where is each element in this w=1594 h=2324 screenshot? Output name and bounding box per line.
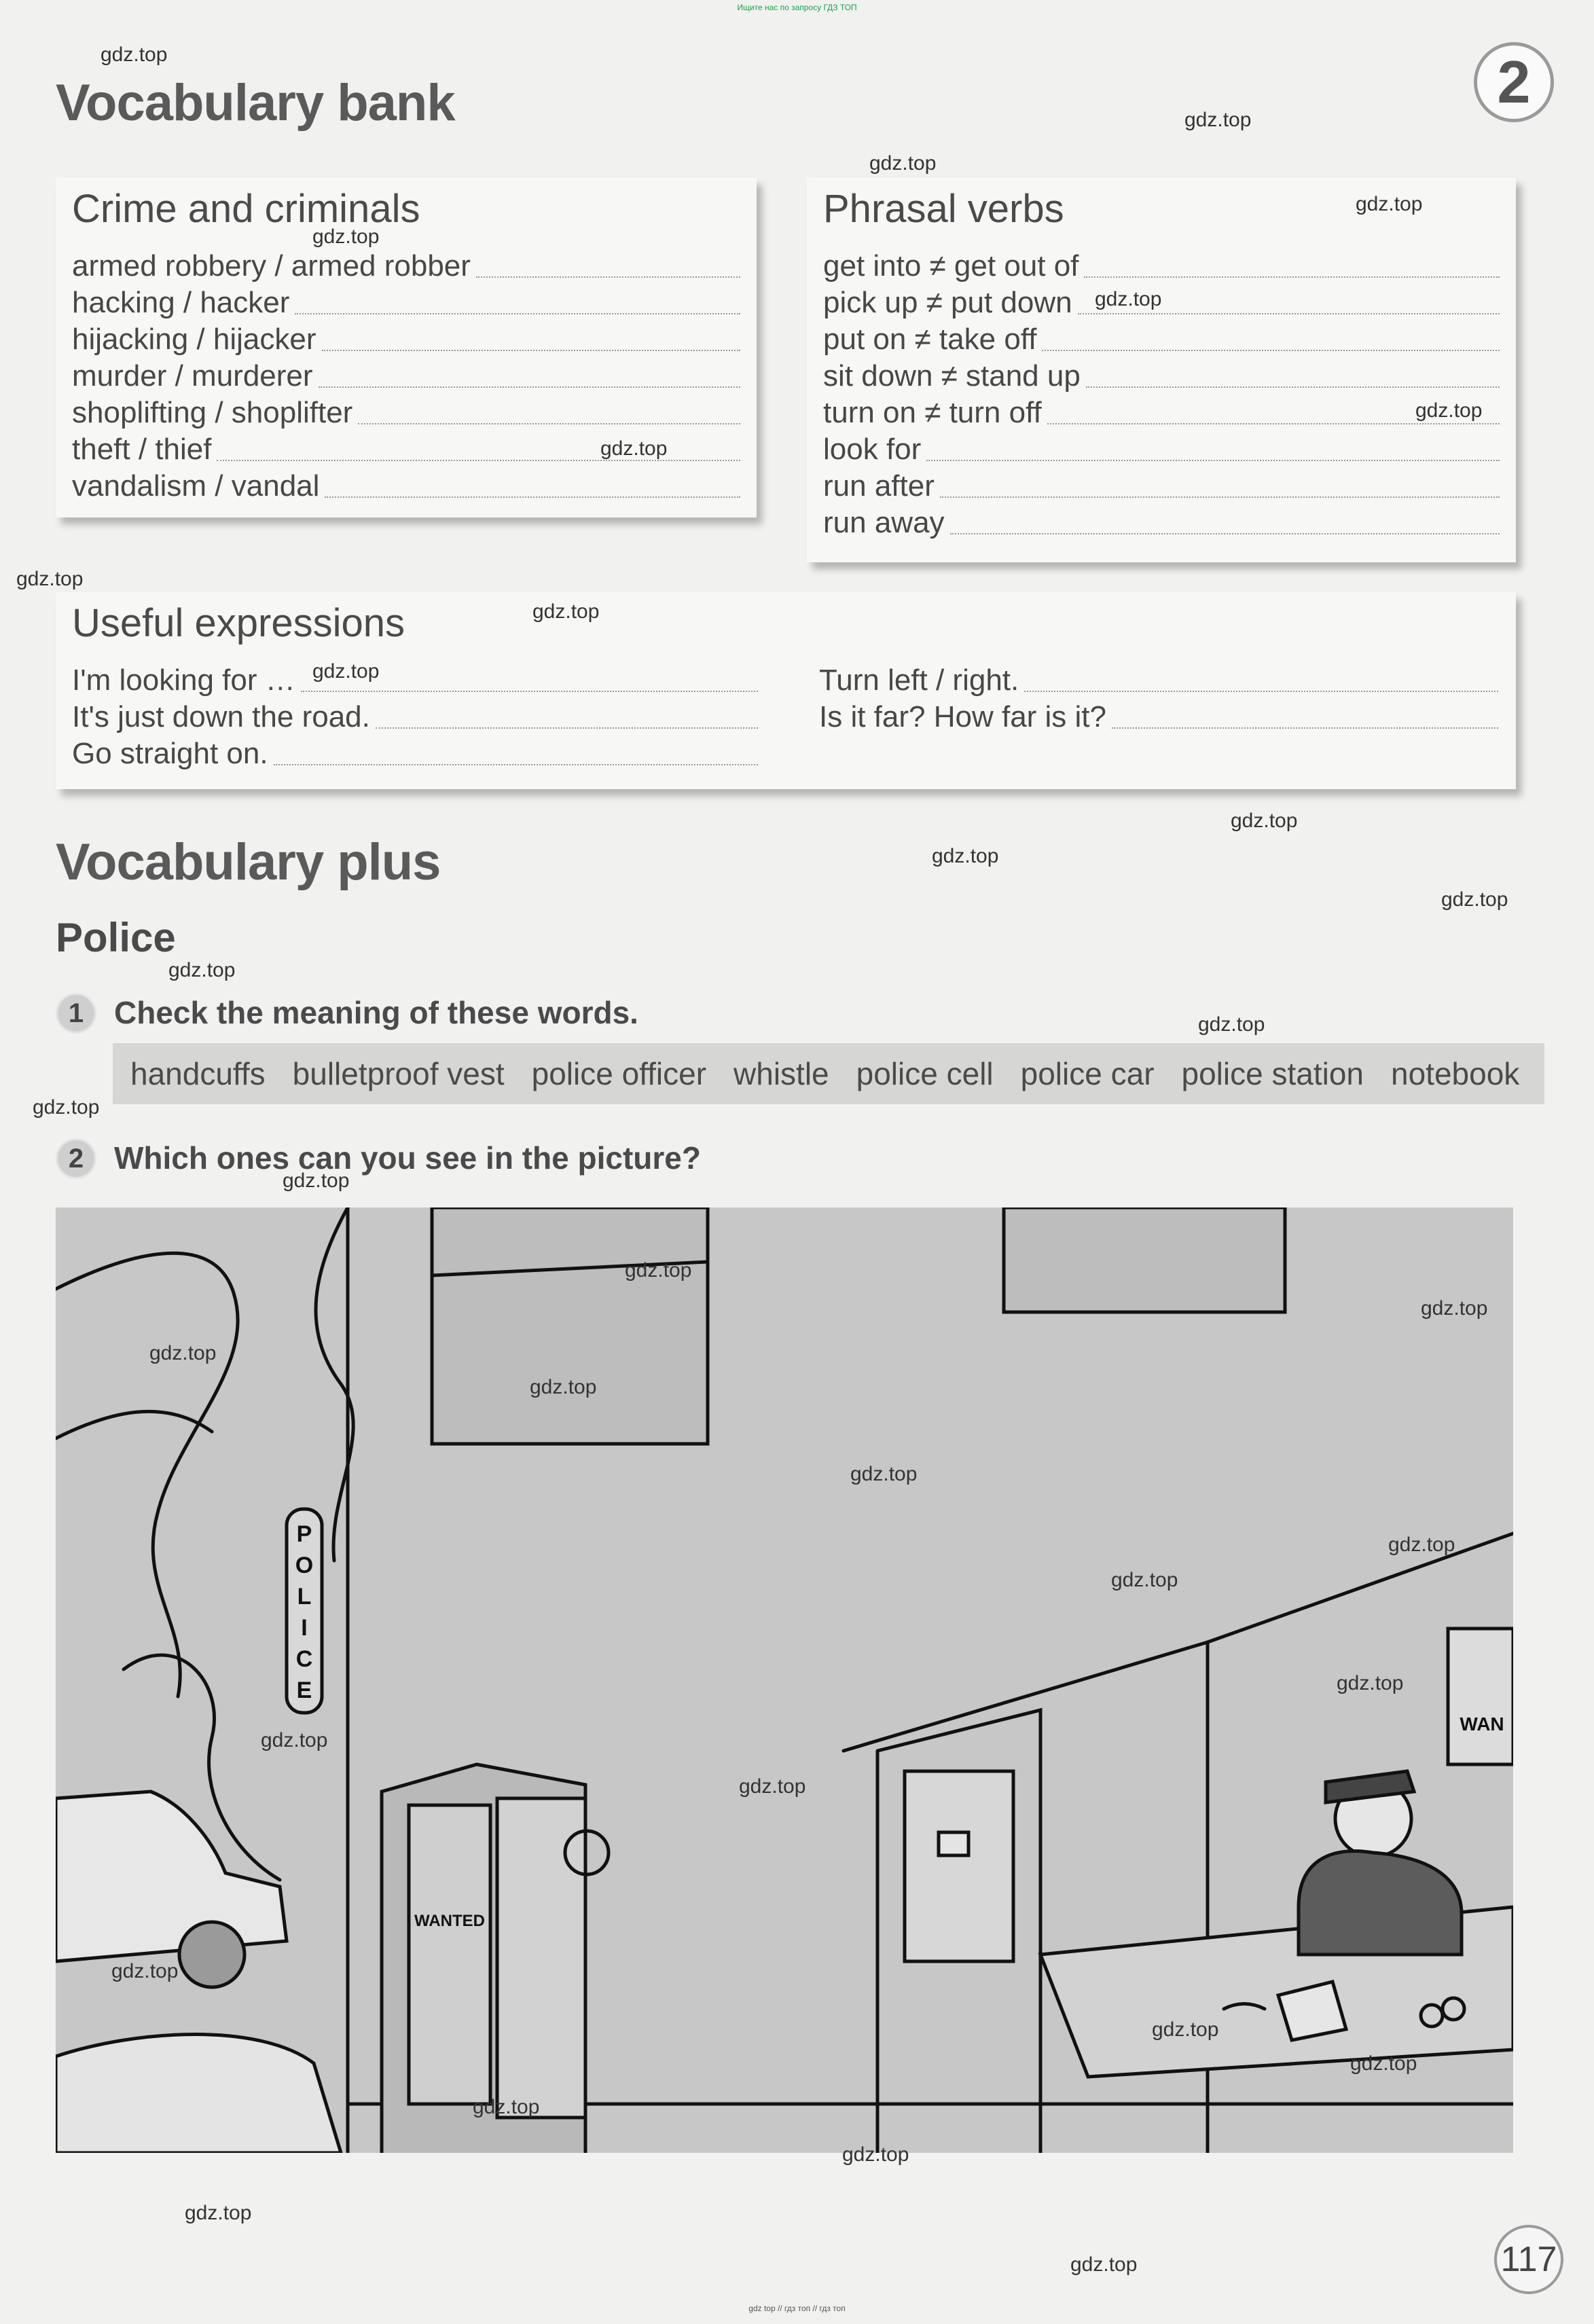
bottom-note: gdz top // гдз топ // гдз топ xyxy=(748,2304,846,2313)
task-2-number: 2 xyxy=(56,1138,96,1179)
police-sign-letter: C xyxy=(295,1646,313,1672)
watermark: gdz.top xyxy=(739,1775,806,1798)
word-item: police station xyxy=(1181,1056,1364,1091)
watermark: gdz.top xyxy=(111,1960,179,1982)
watermark: gdz.top xyxy=(312,660,380,683)
watermark: gdz.top xyxy=(1070,2253,1138,2276)
crime-box-title: Crime and criminals xyxy=(72,187,420,231)
watermark: gdz.top xyxy=(842,2143,909,2166)
useful-box-title: Useful expressions xyxy=(72,601,405,645)
phrasal-row: look for xyxy=(823,431,1500,468)
watermark: gdz.top xyxy=(850,1463,918,1485)
phrasal-row: sit down ≠ stand up xyxy=(823,358,1500,395)
police-illustration xyxy=(56,1208,1513,2153)
police-sign-letter: E xyxy=(296,1677,312,1703)
crime-row: vandalism / vandal xyxy=(72,468,740,505)
word-item: whistle xyxy=(733,1056,829,1091)
useful-row: Is it far? How far is it? xyxy=(819,699,1498,736)
bulletproof-vest xyxy=(1299,1851,1462,1955)
top-note: Ищите нас по запросу ГДЗ ТОП xyxy=(737,3,857,12)
wanted-poster-right xyxy=(1448,1629,1513,1764)
useful-box xyxy=(56,592,1516,789)
section-title: Police xyxy=(56,915,176,960)
unit-badge: 2 xyxy=(1474,42,1554,122)
phrasal-box xyxy=(807,178,1516,562)
word-item: handcuffs xyxy=(130,1056,266,1091)
watermark: gdz.top xyxy=(1350,2052,1417,2075)
watermark: gdz.top xyxy=(149,1342,217,1364)
watermark: gdz.top xyxy=(1337,1672,1404,1694)
crime-row: murder / murderer xyxy=(72,358,740,395)
crack-line xyxy=(56,1411,212,1438)
watermark: gdz.top xyxy=(312,225,380,248)
word-item: notebook xyxy=(1391,1056,1520,1091)
phrasal-row: turn on ≠ turn off xyxy=(823,395,1500,431)
watermark: gdz.top xyxy=(869,152,937,175)
useful-row: Turn left / right. xyxy=(819,662,1498,699)
crime-box xyxy=(56,178,757,518)
watermark: gdz.top xyxy=(1198,1013,1265,1036)
watermark: gdz.top xyxy=(101,43,168,66)
phrasal-row: get into ≠ get out of xyxy=(823,248,1500,285)
car-front-bottom xyxy=(56,2035,341,2154)
crime-row: hijacking / hijacker xyxy=(72,321,740,358)
task-2-text: Which ones can you see in the picture? xyxy=(114,1140,701,1176)
word-bar xyxy=(113,1043,1544,1104)
watermark: gdz.top xyxy=(283,1169,350,1192)
watermark: gdz.top xyxy=(261,1729,328,1751)
watermark: gdz.top xyxy=(530,1376,597,1398)
watermark: gdz.top xyxy=(16,568,84,590)
police-scene-drawing xyxy=(56,1208,1513,2153)
watermark: gdz.top xyxy=(600,437,668,460)
police-sign-letter: L xyxy=(297,1584,312,1610)
word-item: police cell xyxy=(856,1056,994,1091)
page-number: 117 xyxy=(1494,2225,1563,2294)
crack-line xyxy=(56,1253,238,1696)
watermark: gdz.top xyxy=(1184,109,1252,131)
watermark: gdz.top xyxy=(1441,888,1508,911)
watermark: gdz.top xyxy=(33,1096,100,1119)
upper-window-right xyxy=(1004,1208,1285,1312)
watermark: gdz.top xyxy=(1095,288,1162,310)
useful-row: It's just down the road. xyxy=(72,699,758,736)
watermark: gdz.top xyxy=(1356,193,1423,215)
watermark: gdz.top xyxy=(532,600,600,623)
crime-row: armed robbery / armed robber xyxy=(72,248,740,285)
crime-row: hacking / hacker xyxy=(72,285,740,321)
vocab-bank-title: Vocabulary bank xyxy=(56,74,455,132)
useful-row: Go straight on. xyxy=(72,736,758,772)
wanted-poster-door xyxy=(409,1805,490,2104)
police-sign-letter: O xyxy=(295,1553,314,1578)
watermark: gdz.top xyxy=(1152,2018,1219,2041)
monitor xyxy=(939,1832,968,1855)
task-1-text: Check the meaning of these words. xyxy=(114,995,638,1030)
watermark: gdz.top xyxy=(1421,1297,1488,1320)
watermark: gdz.top xyxy=(625,1259,692,1282)
car-wheel xyxy=(179,1922,244,1987)
watermark: gdz.top xyxy=(1388,1533,1455,1556)
wanted-door-text: WANTED xyxy=(414,1912,485,1930)
watermark: gdz.top xyxy=(1415,399,1483,422)
word-item: bulletproof vest xyxy=(292,1056,505,1091)
watermark: gdz.top xyxy=(473,2096,540,2118)
police-sign-letter: P xyxy=(296,1521,312,1547)
word-item: police car xyxy=(1020,1056,1155,1091)
interior-wall xyxy=(844,1642,1208,2153)
wanted-right-text: WAN xyxy=(1460,1713,1504,1735)
interior-ceiling xyxy=(1208,1533,1513,1642)
watermark: gdz.top xyxy=(1111,1569,1178,1591)
police-car xyxy=(56,1792,287,1961)
task-1-number: 1 xyxy=(56,993,96,1034)
word-item: police officer xyxy=(531,1056,707,1091)
watermark: gdz.top xyxy=(185,2202,252,2224)
reception-inner xyxy=(905,1771,1013,1961)
watermark: gdz.top xyxy=(1231,810,1298,832)
upper-window-left xyxy=(432,1208,708,1444)
phrasal-row: put on ≠ take off xyxy=(823,321,1500,358)
phrasal-row: pick up ≠ put down xyxy=(823,285,1500,321)
vocab-plus-title: Vocabulary plus xyxy=(56,833,441,891)
crime-row: theft / thief xyxy=(72,431,740,468)
watermark: gdz.top xyxy=(932,845,999,867)
phrasal-box-title: Phrasal verbs xyxy=(823,187,1064,231)
police-sign-letter: I xyxy=(301,1615,308,1641)
crime-row: shoplifting / shoplifter xyxy=(72,395,740,431)
phrasal-row: run after xyxy=(823,468,1500,505)
station-door xyxy=(497,1798,585,2118)
phrasal-row: run away xyxy=(823,505,1500,541)
watermark: gdz.top xyxy=(168,959,236,981)
useful-row: I'm looking for … xyxy=(72,662,758,699)
